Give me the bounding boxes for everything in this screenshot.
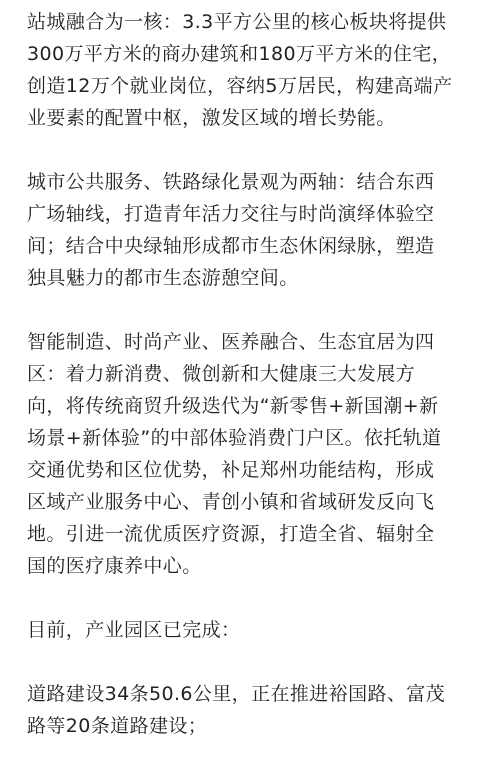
text-line: 站城融合为一核：3.3平方公里的核心板块将提供 xyxy=(27,11,447,33)
text-line: 国的医疗康养中心。 xyxy=(27,555,202,577)
paragraph-one-core xyxy=(27,6,467,134)
text-line: 间；结合中央绿轴形成都市生态休闲绿脉，塑造 xyxy=(27,235,435,257)
text-line: 城市公共服务、铁路绿化景观为两轴：结合东西 xyxy=(27,171,435,193)
text-line: 智能制造、时尚产业、医养融合、生态宜居为四 xyxy=(27,331,435,353)
text-line: 目前，产业园区已完成： xyxy=(27,619,241,641)
paragraph-two-axes xyxy=(27,166,467,294)
text-line: 路等20条道路建设； xyxy=(27,715,208,737)
text-line: 300万平方米的商办建筑和180万平方米的住宅， xyxy=(27,43,452,65)
text-line: 向，将传统商贸升级迭代为“新零售+新国潮+新 xyxy=(27,395,439,417)
text-line: 区：着力新消费、微创新和大健康三大发展方 xyxy=(27,363,416,385)
paragraph-status-intro xyxy=(27,614,467,646)
text-line: 独具魅力的都市生态游憩空间。 xyxy=(27,267,299,289)
text-line: 广场轴线，打造青年活力交往与时尚演绎体验空 xyxy=(27,203,435,225)
text-line: 道路建设34条50.6公里，正在推进裕国路、富茂 xyxy=(27,683,446,705)
text-line: 场景+新体验”的中部体验消费门户区。依托轨道 xyxy=(27,427,442,449)
paragraph-four-zones xyxy=(27,326,467,582)
article-body xyxy=(27,6,467,774)
text-line: 交通优势和区位优势，补足郑州功能结构，形成 xyxy=(27,459,435,481)
text-line: 地。引进一流优质医疗资源，打造全省、辐射全 xyxy=(27,523,435,545)
text-line: 区域产业服务中心、青创小镇和省域研发反向飞 xyxy=(27,491,435,513)
paragraph-road-construction xyxy=(27,678,467,742)
text-line: 创造12万个就业岗位，容纳5万居民，构建高端产 xyxy=(27,75,453,97)
text-line: 业要素的配置中枢，激发区域的增长势能。 xyxy=(27,107,396,129)
